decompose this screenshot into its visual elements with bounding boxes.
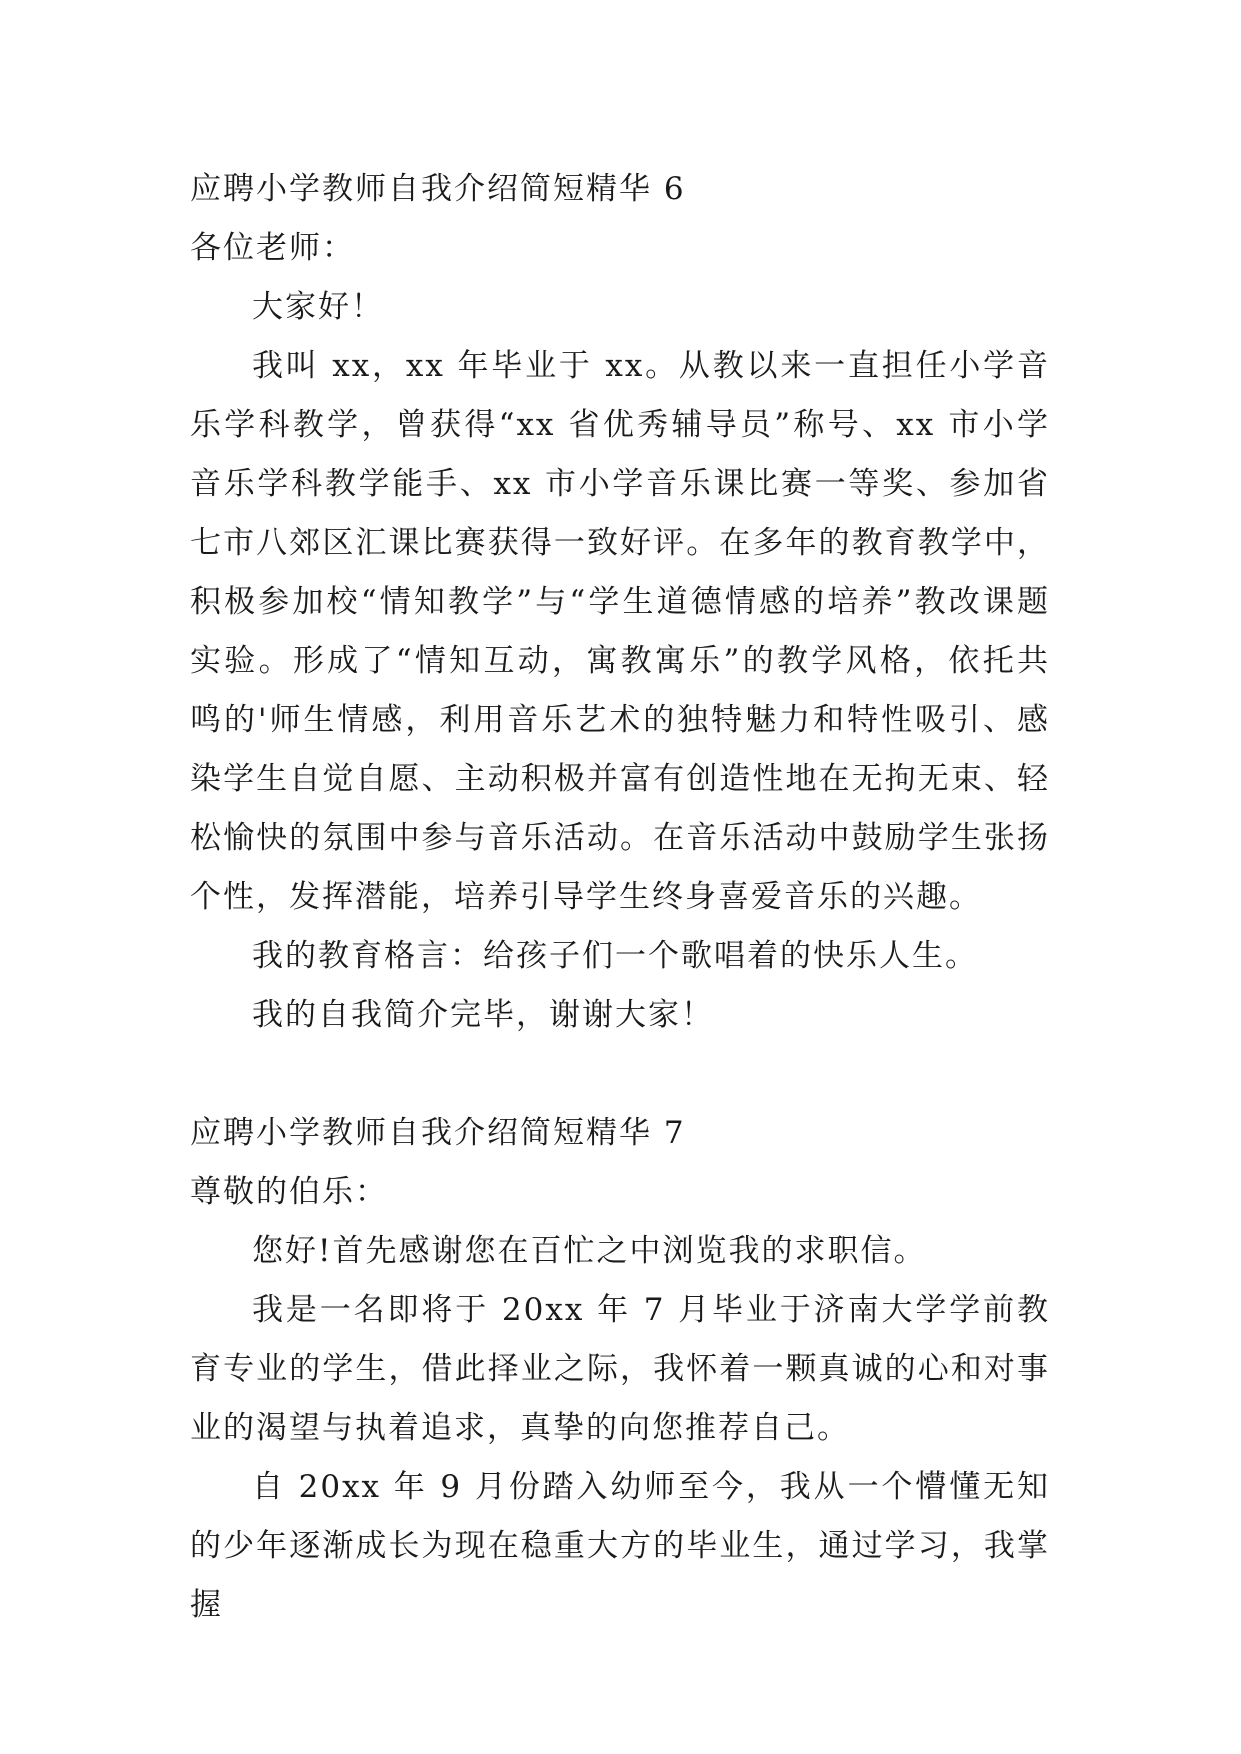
body-paragraph: 自 20xx 年 9 月份踏入幼师至今，我从一个懵懂无知的少年逐渐成长为现在稳重大方的毕业生，通过学习，我掌握 — [190, 1469, 1050, 1623]
section-title: 应聘小学教师自我介绍简短精华 7 — [190, 1115, 686, 1151]
greeting-paragraph: 大家好！ — [252, 289, 384, 325]
salutation: 各位老师： — [190, 230, 355, 266]
section-spacer — [190, 1045, 1050, 1104]
section-7 — [190, 1104, 1050, 1635]
motto-paragraph: 我的教育格言：给孩子们一个歌唱着的快乐人生。 — [252, 938, 978, 974]
body-paragraph: 我叫 xx，xx 年毕业于 xx。从教以来一直担任小学音乐学科教学，曾获得“xx 省优秀辅导员”称号、xx 市小学音乐学科教学能手、xx 市小学音乐课比赛一等奖、参加省七市八郊区汇课比赛获得一致好评。在多年的教育教学中，积极参加校“情知教学”与“学生道德情感的培养”教改课题实验。形成了“情知互动，寓教寓乐”的教学风格，依托共鸣的'师生情感，利用音乐艺术的独特魅力和特性吸引、感染学生自觉自愿、主动积极并富有创造性地在无拘无束、轻松愉快的氛围中参与音乐活动。在音乐活动中鼓励学生张扬个性，发挥潜能，培养引导学生终身喜爱音乐的兴趣。 — [190, 348, 1050, 915]
section-6 — [190, 160, 1050, 1045]
greeting-paragraph: 您好!首先感谢您在百忙之中浏览我的求职信。 — [252, 1233, 927, 1269]
section-title: 应聘小学教师自我介绍简短精华 6 — [190, 171, 686, 207]
salutation: 尊敬的伯乐： — [190, 1174, 388, 1210]
closing-paragraph: 我的自我简介完毕，谢谢大家！ — [252, 997, 714, 1033]
body-paragraph: 我是一名即将于 20xx 年 7 月毕业于济南大学学前教育专业的学生，借此择业之际，我怀着一颗真诚的心和对事业的渴望与执着追求，真挚的向您推荐自己。 — [190, 1292, 1050, 1446]
document-body — [190, 160, 1050, 1635]
